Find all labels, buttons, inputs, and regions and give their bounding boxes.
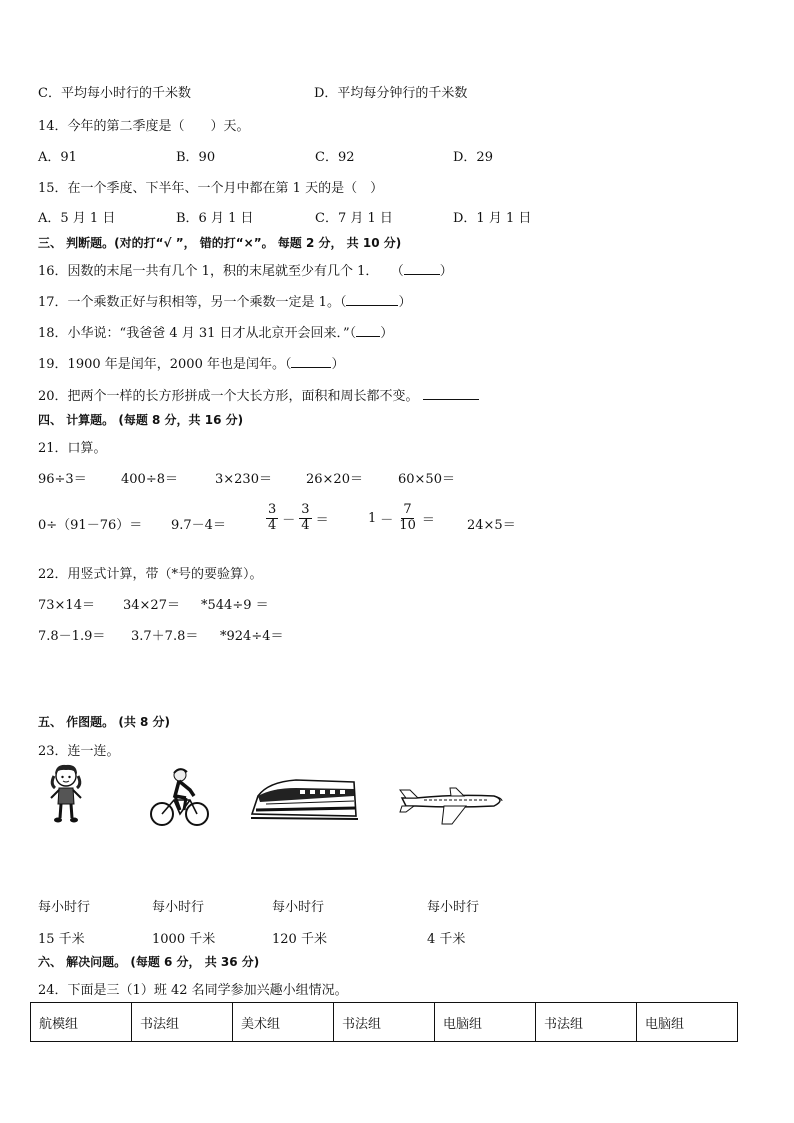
q17-text: 17．一个乘数正好与积相等，另一个乘数一定是 1。（ ）: [38, 295, 412, 310]
q21-item: 9.7－4＝: [171, 518, 226, 533]
q17-blank[interactable]: [346, 293, 398, 306]
q14-option-c: C．92: [315, 150, 355, 165]
speed-label: 每小时行: [38, 900, 91, 915]
q16-text: 16．因数的末尾一共有几个 1，积的末尾就至少有几个 1． （ ）: [38, 264, 453, 279]
table-cell: 航模组: [31, 1003, 132, 1042]
q13-option-d: D．平均每分钟行的千米数: [314, 86, 468, 101]
q19-blank[interactable]: [291, 355, 331, 368]
q21-item: 26×20＝: [306, 472, 363, 487]
q15-option-c: C．7 月 1 日: [315, 211, 393, 226]
speed-value[interactable]: 4 千米: [427, 932, 466, 947]
q15-option-d: D．1 月 1 日: [453, 211, 532, 226]
q22-item: 34×27＝: [123, 598, 180, 613]
section-4-heading: 四、 计算题。 (每题 8 分，共 16 分): [38, 413, 244, 427]
q20-blank[interactable]: [423, 387, 479, 400]
section-3-heading: 三、 判断题。(对的打“√ ”， 错的打“×”。 每题 2 分， 共 10 分): [38, 236, 402, 250]
q14-stem: 14．今年的第二季度是（ ）天。: [38, 119, 250, 134]
q21-mixed-subtraction: 1 － $\frac{7}{10}$ ＝: [368, 502, 435, 533]
q21-stem: 21．口算。: [38, 441, 107, 456]
q21-fraction-subtraction: $\frac{3}{4}$ － $\frac{3}{4}$ ＝: [268, 502, 329, 533]
interest-group-table: [30, 1002, 738, 1042]
speed-label: 每小时行: [152, 900, 205, 915]
q22-item: 3.7＋7.8＝: [131, 629, 199, 644]
q15-stem: 15．在一个季度、下半年、一个月中都在第 1 天的是（ ）: [38, 181, 384, 196]
q20-text: 20．把两个一样的长方形拼成一个大长方形，面积和周长都不变。: [38, 385, 479, 404]
q21-item: 60×50＝: [398, 472, 455, 487]
train-icon[interactable]: [248, 774, 360, 824]
q22-stem: 22．用竖式计算，带（*号的要验算）。: [38, 567, 263, 582]
q15-option-b: B．6 月 1 日: [176, 211, 254, 226]
q15-option-a: A．5 月 1 日: [38, 211, 116, 226]
speed-value[interactable]: 120 千米: [272, 932, 327, 947]
q14-option-b: B．90: [176, 150, 216, 165]
q21-item: 0÷（91－76）＝: [38, 518, 143, 533]
section-6-heading: 六、 解决问题。 (每题 6 分， 共 36 分): [38, 955, 260, 969]
girl-figure-icon[interactable]: [46, 762, 86, 824]
speed-value[interactable]: 1000 千米: [152, 932, 216, 947]
q18-text: 18．小华说：“我爸爸 4 月 31 日才从北京开会回来．”（ ）: [38, 326, 394, 341]
q22-item: 7.8－1.9＝: [38, 629, 106, 644]
q24-stem: 24．下面是三（1）班 42 名同学参加兴趣小组情况。: [38, 983, 348, 998]
table-cell: 美术组: [233, 1003, 334, 1042]
q22-item: 73×14＝: [38, 598, 95, 613]
table-cell: 书法组: [132, 1003, 233, 1042]
q19-text: 19．1900 年是闰年，2000 年也是闰年。（ ）: [38, 357, 345, 372]
table-cell: 电脑组: [637, 1003, 738, 1042]
q22-item: *924÷4＝: [220, 629, 284, 644]
q21-item: 24×5＝: [467, 518, 516, 533]
q18-blank[interactable]: [356, 324, 380, 337]
q14-option-a: A．91: [38, 150, 77, 165]
cyclist-icon[interactable]: [150, 766, 210, 828]
q13-option-c: C．平均每小时行的千米数: [38, 86, 191, 101]
q14-option-d: D．29: [453, 150, 493, 165]
speed-value[interactable]: 15 千米: [38, 932, 85, 947]
speed-label: 每小时行: [427, 900, 480, 915]
q21-item: 3×230＝: [215, 472, 272, 487]
airplane-icon[interactable]: [396, 780, 508, 828]
q21-item: 400÷8＝: [121, 472, 178, 487]
table-row: [31, 1003, 738, 1042]
q23-stem: 23．连一连。: [38, 744, 120, 759]
section-5-heading: 五、 作图题。 (共 8 分): [38, 715, 171, 729]
table-cell: 书法组: [536, 1003, 637, 1042]
table-cell: 书法组: [334, 1003, 435, 1042]
speed-label: 每小时行: [272, 900, 325, 915]
q22-item: *544÷9 ＝: [201, 598, 269, 613]
q21-item: 96÷3＝: [38, 472, 87, 487]
table-cell: 电脑组: [435, 1003, 536, 1042]
q16-blank[interactable]: [404, 262, 440, 275]
